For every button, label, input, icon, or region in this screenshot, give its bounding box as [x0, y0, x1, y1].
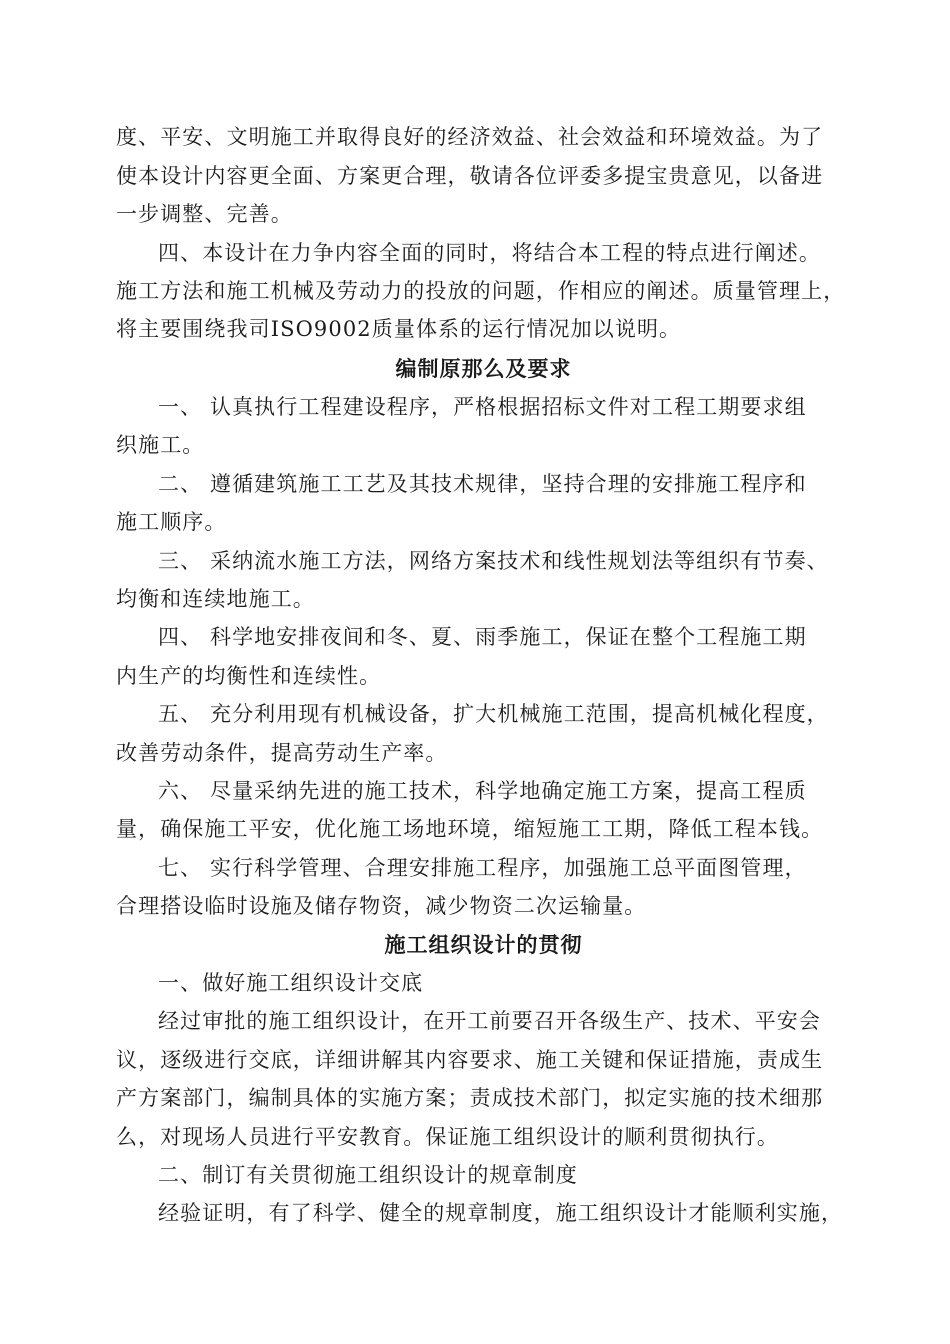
body-line: 量，确保施工平安，优化施工场地环境，缩短施工工期，降低工程本钱。 [116, 817, 824, 841]
body-line: 二、制订有关贯彻施工组织设计的规章制度 [158, 1163, 578, 1187]
body-line: 织施工。 [116, 433, 205, 457]
body-line: 三、 采纳流水施工方法，网络方案技术和线性规划法等组织有节奏、 [158, 549, 829, 573]
body-line: 五、 充分利用现有机械设备，扩大机械施工范围，提高机械化程度， [158, 702, 829, 726]
body-line: 合理搭设临时设施及储存物资，减少物资二次运输量。 [116, 894, 647, 918]
section-heading: 编制原那么及要求 [395, 356, 572, 381]
body-line: 四、本设计在力争内容全面的同时，将结合本工程的特点进行阐述。 [158, 241, 821, 265]
body-line: 一步调整、完善。 [116, 202, 293, 226]
body-line: 七、 实行科学管理、合理安排施工程序，加强施工总平面图管理， [158, 856, 807, 880]
body-line: 一、做好施工组织设计交底 [158, 971, 424, 995]
section-heading: 施工组织设计的贯彻 [384, 932, 583, 957]
body-line: 四、 科学地安排夜间和冬、夏、雨季施工，保证在整个工程施工期 [158, 625, 807, 649]
body-line: 产方案部门，编制具体的实施方案；责成技术部门，拟定实施的技术细那 [116, 1086, 824, 1110]
body-line: 一、 认真执行工程建设程序，严格根据招标文件对工程工期要求组 [158, 395, 807, 419]
body-line: 经过审批的施工组织设计，在开工前要召开各级生产、技术、平安会 [158, 1009, 821, 1033]
body-line: 议，逐级进行交底，详细讲解其内容要求、施工关键和保证措施，责成生 [116, 1048, 824, 1072]
body-line: 改善劳动条件，提高劳动生产率。 [116, 741, 448, 765]
body-line: 内生产的均衡性和连续性。 [116, 664, 382, 688]
body-line: 么，对现场人员进行平安教育。保证施工组织设计的顺利贯彻执行。 [116, 1125, 779, 1149]
body-line: 六、 尽量采纳先进的施工技术，科学地确定施工方案，提高工程质 [158, 779, 807, 803]
body-line: 二、 遵循建筑施工工艺及其技术规律，坚持合理的安排施工程序和 [158, 472, 807, 496]
body-line: 施工顺序。 [116, 510, 227, 534]
body-line: 施工方法和施工机械及劳动力的投放的问题，作相应的阐述。质量管理上， [116, 279, 846, 303]
body-line: 均衡和连续地施工。 [116, 587, 315, 611]
body-line: 经验证明，有了科学、健全的规章制度，施工组织设计才能顺利实施， [158, 1201, 844, 1225]
body-line: 度、平安、文明施工并取得良好的经济效益、社会效益和环境效益。为了 [116, 125, 824, 149]
body-line: 使本设计内容更全面、方案更合理，敬请各位评委多提宝贵意见，以备进 [116, 164, 824, 188]
body-line: 将主要围绕我司ISO9002质量体系的运行情况加以说明。 [116, 317, 682, 341]
